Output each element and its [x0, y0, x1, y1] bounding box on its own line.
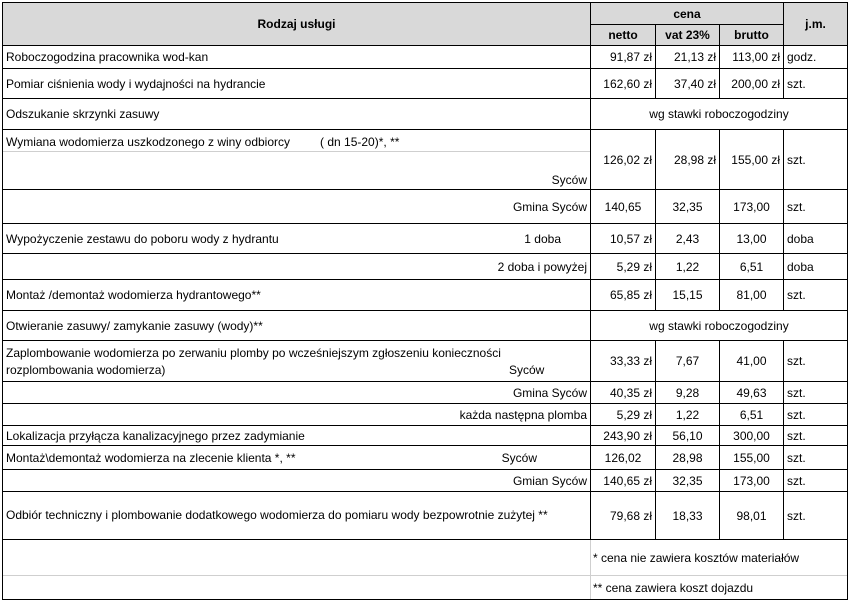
- table-row: [3, 69, 848, 99]
- vat-amount: 15,15: [656, 280, 720, 311]
- unit: szt.: [784, 404, 848, 426]
- header-vat: vat 23%: [656, 25, 720, 46]
- unit: szt.: [784, 130, 848, 190]
- service-label-extra: ( dn 15-20)*, **: [320, 135, 400, 149]
- sub-label: Syców: [501, 450, 537, 465]
- table-row: [3, 311, 848, 341]
- unit: szt.: [784, 341, 848, 382]
- unit: szt.: [784, 492, 848, 540]
- unit: szt.: [784, 190, 848, 224]
- gross-price: 155,00 zł: [720, 130, 784, 190]
- net-price: 5,29 zł: [591, 404, 656, 426]
- unit: szt.: [784, 382, 848, 404]
- header-unit: j.m.: [784, 3, 848, 46]
- net-price: 243,90 zł: [591, 426, 656, 446]
- gross-price: 41,00: [720, 341, 784, 382]
- table-row: [3, 382, 848, 404]
- gross-price: 173,00: [720, 470, 784, 492]
- vat-amount: 2,43: [656, 224, 720, 254]
- vat-amount: 28,98 zł: [656, 130, 720, 190]
- unit: szt.: [784, 280, 848, 311]
- vat-amount: 7,67: [656, 341, 720, 382]
- unit: szt.: [784, 446, 848, 470]
- service-label: Odbiór techniczny i plombowanie dodatkowego wodomierza do pomiaru wody bezpowrotnie zużytej **: [3, 492, 591, 540]
- net-price: 10,57 zł: [591, 224, 656, 254]
- sub-label: Syców: [509, 363, 545, 377]
- unit: szt.: [784, 69, 848, 99]
- unit: szt.: [784, 426, 848, 446]
- header-price: cena: [591, 3, 784, 25]
- header-gross: brutto: [720, 25, 784, 46]
- table-row: [3, 492, 848, 540]
- vat-amount: 56,10: [656, 426, 720, 446]
- net-price: 140,65 zł: [591, 470, 656, 492]
- net-price: 65,85 zł: [591, 280, 656, 311]
- gross-price: 113,00 zł: [720, 46, 784, 69]
- gross-price: 173,00: [720, 190, 784, 224]
- service-label: Zaplombowanie wodomierza po zerwaniu plomby po wcześniejszym zgłoszeniu konieczności rozplombowania wodomierza): [6, 346, 501, 377]
- table-row: [3, 46, 848, 69]
- footnote-materials: * cena nie zawiera kosztów materiałów: [591, 540, 848, 576]
- rate-note: wg stawki roboczogodziny: [591, 311, 848, 341]
- gross-price: 6,51: [720, 254, 784, 280]
- net-price: 79,68 zł: [591, 492, 656, 540]
- table-row: [3, 404, 848, 426]
- unit: doba: [784, 254, 848, 280]
- table-row: [3, 426, 848, 446]
- net-price: 40,35 zł: [591, 382, 656, 404]
- net-price: 126,02 zł: [591, 130, 656, 190]
- service-label: Odszukanie skrzynki zasuwy: [3, 99, 591, 130]
- vat-amount: 28,98: [656, 446, 720, 470]
- gross-price: 6,51: [720, 404, 784, 426]
- net-price: 33,33 zł: [591, 341, 656, 382]
- service-cell: [3, 130, 591, 190]
- gross-price: 200,00 zł: [720, 69, 784, 99]
- service-cell: [3, 224, 591, 254]
- table-row: [3, 254, 848, 280]
- vat-amount: 32,35: [656, 470, 720, 492]
- price-list-table: [2, 2, 848, 600]
- sub-label: Gmina Syców: [3, 382, 591, 404]
- vat-amount: 32,35: [656, 190, 720, 224]
- service-cell: [3, 446, 591, 470]
- table-row: [3, 130, 848, 190]
- service-label: Otwieranie zasuwy/ zamykanie zasuwy (wody)**: [3, 311, 591, 341]
- table-row: [3, 341, 848, 382]
- vat-amount: 21,13 zł: [656, 46, 720, 69]
- net-price: 162,60 zł: [591, 69, 656, 99]
- gross-price: 155,00: [720, 446, 784, 470]
- service-label: Roboczogodzina pracownika wod-kan: [3, 46, 591, 69]
- table-row: [3, 576, 848, 600]
- net-price: 140,65: [591, 190, 656, 224]
- service-label: Wypożyczenie zestawu do poboru wody z hydrantu: [6, 231, 279, 246]
- service-label: Lokalizacja przyłącza kanalizacyjnego przez zadymianie: [3, 426, 591, 446]
- header-service: Rodzaj usługi: [3, 3, 591, 46]
- gross-price: 300,00: [720, 426, 784, 446]
- service-label: Montaż\demontaż wodomierza na zlecenie klienta *, **: [6, 450, 296, 465]
- sub-label: 2 doba i powyżej: [3, 254, 591, 280]
- service-label: Wymiana wodomierza uszkodzonego z winy odbiorcy: [6, 135, 291, 149]
- table-row: [3, 280, 848, 311]
- footnote-travel: ** cena zawiera koszt dojazdu: [591, 576, 848, 600]
- sub-label: każda następna plomba: [3, 404, 591, 426]
- header-net: netto: [591, 25, 656, 46]
- unit: godz.: [784, 46, 848, 69]
- net-price: 91,87 zł: [591, 46, 656, 69]
- sub-label: Gmian Syców: [3, 470, 591, 492]
- gross-price: 13,00: [720, 224, 784, 254]
- table-row: [3, 540, 848, 576]
- table-row: [3, 190, 848, 224]
- table-row: [3, 446, 848, 470]
- service-label: Pomiar ciśnienia wody i wydajności na hydrancie: [3, 69, 591, 99]
- gross-price: 98,01: [720, 492, 784, 540]
- sub-label: Syców: [551, 173, 587, 187]
- vat-amount: 1,22: [656, 404, 720, 426]
- unit: doba: [784, 224, 848, 254]
- sub-label: 1 doba: [524, 231, 561, 246]
- net-price: 126,02: [591, 446, 656, 470]
- table-row: [3, 99, 848, 130]
- rate-note: wg stawki roboczogodziny: [591, 99, 848, 130]
- net-price: 5,29 zł: [591, 254, 656, 280]
- vat-amount: 9,28: [656, 382, 720, 404]
- unit: szt.: [784, 470, 848, 492]
- sub-label: Gmina Syców: [3, 190, 591, 224]
- vat-amount: 37,40 zł: [656, 69, 720, 99]
- vat-amount: 1,22: [656, 254, 720, 280]
- table-row: [3, 224, 848, 254]
- service-cell: [3, 341, 591, 382]
- service-label: Montaż /demontaż wodomierza hydrantowego**: [3, 280, 591, 311]
- gross-price: 81,00: [720, 280, 784, 311]
- vat-amount: 18,33: [656, 492, 720, 540]
- gross-price: 49,63: [720, 382, 784, 404]
- table-row: [3, 470, 848, 492]
